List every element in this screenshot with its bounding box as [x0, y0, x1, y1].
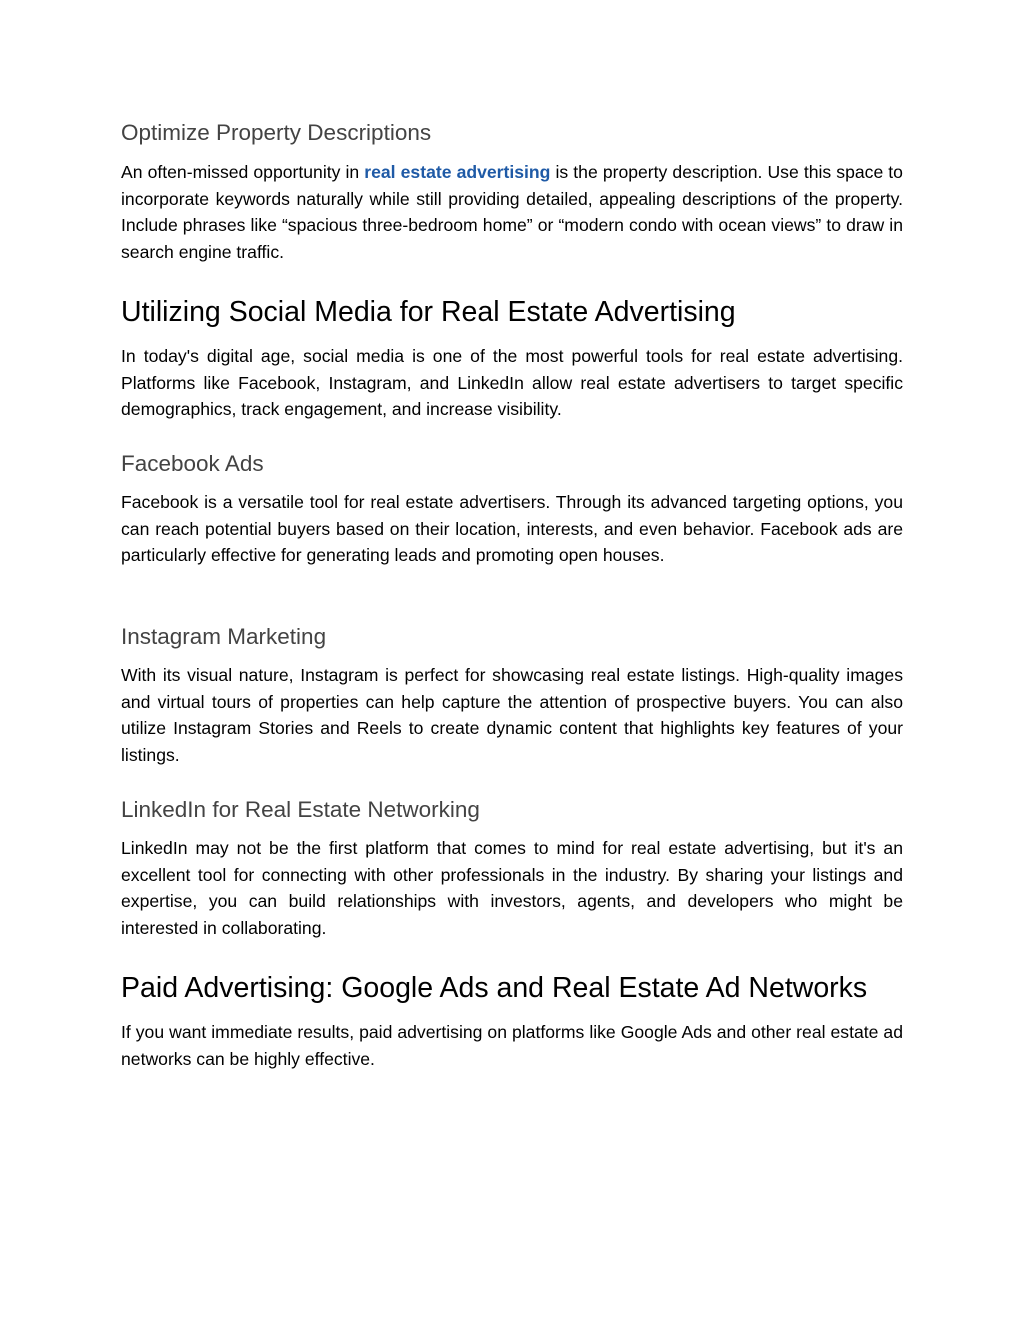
paragraph-utilizing-social-media: In today's digital age, social media is one of the most powerful tools for real estate advertising. Platforms like Facebook, Instagram, and LinkedIn allow real estate advertisers to target specific demographics, track engagement, and increase visibility. [121, 346, 903, 420]
paragraph-text-after-link: is the property description. Use this space to incorporate keywords naturally while still providing detailed, appealing descriptions of the property. Include phrases like “spacious three-bedroom home” or “modern condo with ocean views” to draw in search engine traffic. [121, 162, 903, 262]
paragraph-linkedin-networking: LinkedIn may not be the first platform that comes to mind for real estate advertising, but it's an excellent tool for connecting with other professionals in the industry. By sharing your listings and expertise, you can build relationships with investors, agents, and developers who might be interested in collaborating. [121, 838, 903, 938]
section-heading-facebook-ads: Facebook Ads [121, 451, 264, 476]
paragraph-paid-advertising: If you want immediate results, paid advertising on platforms like Google Ads and other real estate ad networks can be highly effective. [121, 1022, 903, 1069]
paragraph-facebook-ads: Facebook is a versatile tool for real estate advertisers. Through its advanced targeting options, you can reach potential buyers based on their location, interests, and even behavior. Facebook ads are particularly effective for generating leads and promoting open houses. [121, 492, 903, 566]
paragraph-text-before-link: An often-missed opportunity in [121, 162, 365, 182]
section-heading-linkedin-networking: LinkedIn for Real Estate Networking [121, 797, 480, 822]
section-heading-optimize-property-descriptions: Optimize Property Descriptions [121, 120, 432, 145]
paragraph-optimize-property-descriptions [121, 159, 903, 265]
section-heading-paid-advertising: Paid Advertising: Google Ads and Real Estate Ad Networks [121, 972, 868, 1004]
section-heading-instagram-marketing: Instagram Marketing [121, 624, 327, 649]
section-heading-utilizing-social-media: Utilizing Social Media for Real Estate Advertising [121, 296, 736, 328]
real-estate-advertising-link[interactable]: real estate advertising [364, 162, 551, 182]
paragraph-instagram-marketing: With its visual nature, Instagram is perfect for showcasing real estate listings. High-quality images and virtual tours of properties can help capture the attention of prospective buyers. You can also utilize Instagram Stories and Reels to create dynamic content that highlights key features of your listings. [121, 665, 903, 765]
